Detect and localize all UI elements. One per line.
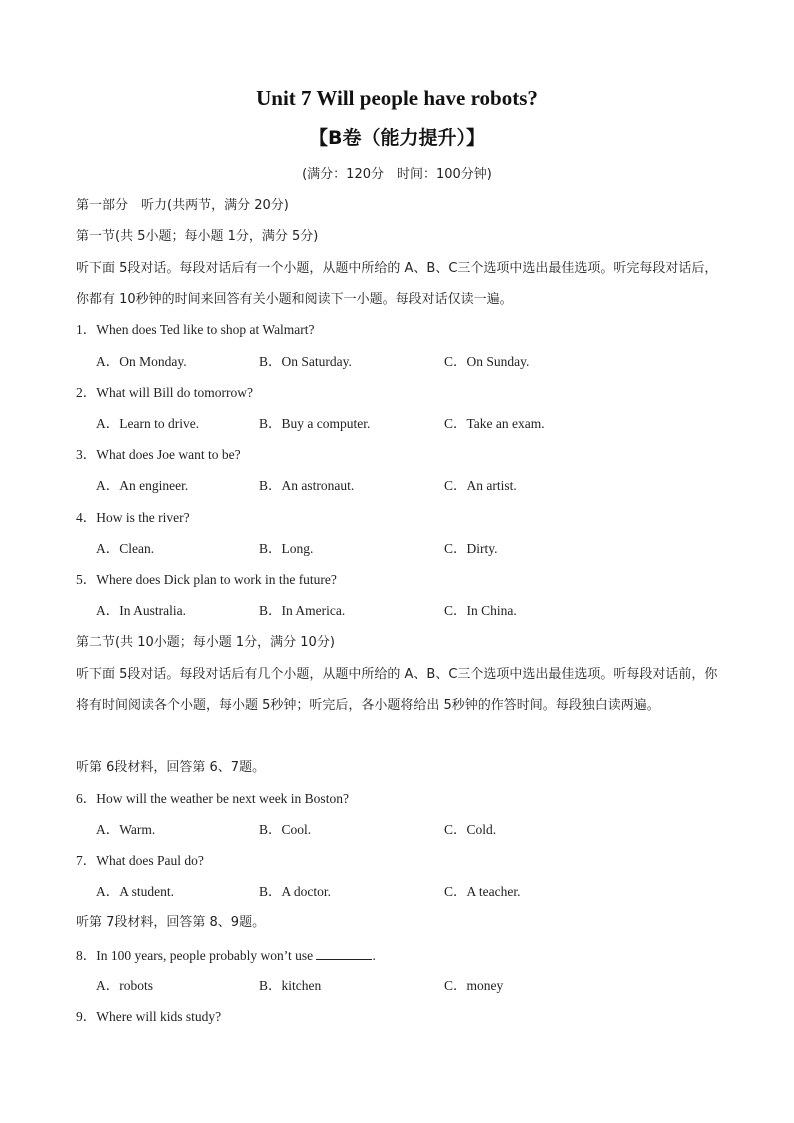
question-4: 4．How is the river? (76, 510, 190, 525)
option-a: A．Learn to drive. (96, 416, 200, 431)
option-b: B．An astronaut. (259, 478, 355, 493)
option-c: C．A teacher. (444, 884, 521, 899)
question-2: 2．What will Bill do tomorrow? (76, 385, 253, 400)
part1-heading: 第一部分 听力(共两节，满分 20分) (76, 198, 289, 213)
option-a: A．In Australia. (96, 603, 186, 618)
question-5: 5．Where does Dick plan to work in the future? (76, 572, 337, 587)
option-b: B．Long. (259, 541, 314, 556)
page-title: Unit 7 Will people have robots? (256, 86, 538, 110)
exam-meta: (满分：120分 时间：100分钟) (302, 167, 492, 182)
option-b: B．kitchen (259, 978, 322, 993)
question-8-end: . (372, 948, 376, 963)
question-7: 7．What does Paul do? (76, 853, 204, 868)
option-c: C．Dirty. (444, 541, 498, 556)
option-c: C．money (444, 978, 504, 993)
question-6: 6．How will the weather be next week in Boston? (76, 791, 349, 806)
option-a: A．robots (96, 978, 153, 993)
question-1: 1．When does Ted like to shop at Walmart? (76, 322, 315, 337)
section1-heading: 第一节(共 5小题；每小题 1分，满分 5分) (76, 229, 319, 244)
question-8-text: 8．In 100 years, people probably won’t use (76, 948, 314, 963)
option-c: C．On Sunday. (444, 354, 530, 369)
section1-instructions: 听下面 5段对话。每段对话后有一个小题，从题中所给的 A、B、C三个选项中选出最佳选项。听完每段对话后，你都有 10秒钟的时间来回答有关小题和阅读下一小题。每段对话仅读一遍。 (76, 261, 718, 307)
question-7-options (96, 882, 716, 902)
question-1-options (96, 352, 716, 372)
option-c: C．Cold. (444, 822, 497, 837)
question-8-options (96, 976, 716, 996)
option-c: C．An artist. (444, 478, 517, 493)
option-c: C．Take an exam. (444, 416, 545, 431)
question-5-options (96, 601, 716, 621)
question-9: 9．Where will kids study? (76, 1009, 222, 1024)
option-b: B．In America. (259, 603, 346, 618)
option-a: A．An engineer. (96, 478, 189, 493)
page-subtitle: 【B卷（能力提升）】 (309, 127, 485, 149)
answer-blank (316, 945, 372, 960)
option-c: C．In China. (444, 603, 517, 618)
section2-instructions: 听下面 5段对话。每段对话后有几个小题，从题中所给的 A、B、C三个选项中选出最佳选项。听每段对话前，你将有时间阅读各个小题，每小题 5秒钟；听完后，各小题将给出 5秒钟的作答时间。每段独白读两遍。 (76, 667, 718, 713)
option-b: B．A doctor. (259, 884, 332, 899)
material-7-note: 听第 7段材料，回答第 8、9题。 (76, 915, 266, 930)
option-a: A．A student. (96, 884, 175, 899)
option-b: B．Cool. (259, 822, 312, 837)
option-b: B．Buy a computer. (259, 416, 371, 431)
question-3-options (96, 476, 716, 496)
question-8 (76, 945, 726, 966)
question-4-options (96, 539, 716, 559)
option-b: B．On Saturday. (259, 354, 352, 369)
question-6-options (96, 820, 716, 840)
question-2-options (96, 414, 716, 434)
section2-heading: 第二节(共 10小题；每小题 1分，满分 10分) (76, 635, 335, 650)
option-a: A．Clean. (96, 541, 155, 556)
option-a: A．Warm. (96, 822, 156, 837)
question-3: 3．What does Joe want to be? (76, 447, 241, 462)
material-6-note: 听第 6段材料，回答第 6、7题。 (76, 760, 266, 775)
option-a: A．On Monday. (96, 354, 187, 369)
